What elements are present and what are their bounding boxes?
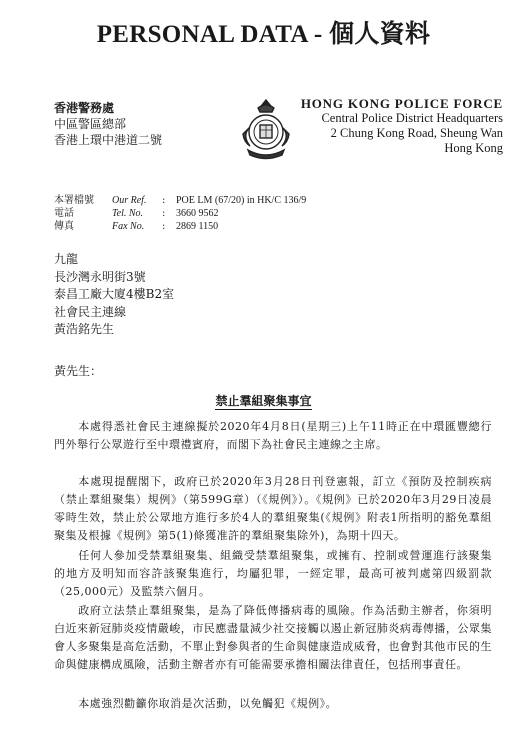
recipient-line: 長沙灣永明街3號 xyxy=(54,269,146,284)
sender-city-en: Hong Kong xyxy=(444,141,503,155)
our-ref-row xyxy=(54,194,306,207)
colon: : xyxy=(162,208,166,219)
recipient-line: 黃浩銘先生 xyxy=(54,322,115,336)
sender-name-en: HONG KONG POLICE FORCE xyxy=(300,96,503,111)
sender-division-en: Central Police District Headquarters xyxy=(321,111,503,125)
body-paragraph: 本處現提醒閣下，政府已於2020年3月28日刊登憲報，訂立《預防及控制疾病（禁止羣組聚集）規例》（第599G章）（《規例》）。《規例》已於2020年3月29日凌晨零時生效，禁止於公眾地方進行多於4人的羣組聚集(《規例》附表1所指明的豁免羣組聚集及根據《規例》第5(1)條獲准許的羣組聚集除外)，為期十四天。 xyxy=(54,475,492,542)
sender-english-block xyxy=(301,96,503,156)
colon: : xyxy=(162,195,166,206)
sender-address-zh: 香港上環中港道二號 xyxy=(54,133,163,147)
tel-row xyxy=(54,207,306,220)
sender-division-zh: 中區警區總部 xyxy=(54,117,127,131)
body-paragraph: 任何人參加受禁羣組聚集、組織受禁羣組聚集，或擁有、控制或營運進行該聚集的地方及明知而容許該聚集進行，均屬犯罪，一經定罪，最高可被判處第四級罰款（25,000元）及監禁六個月。 xyxy=(54,549,492,598)
reference-block xyxy=(54,194,306,233)
subject-heading xyxy=(0,392,527,409)
fax-label-en: Fax No. xyxy=(112,221,145,232)
our-ref-label-zh: 本署檔號 xyxy=(54,195,94,206)
fax-label-zh: 傳真 xyxy=(54,221,74,232)
tel-label-zh: 電話 xyxy=(54,208,74,219)
recipient-address xyxy=(54,251,174,339)
recipient-line: 九龍 xyxy=(54,252,79,266)
fax-row xyxy=(54,220,306,233)
body-paragraph: 本處強烈勸籲你取消是次活動，以免觸犯《規例》。 xyxy=(78,697,338,710)
recipient-line: 社會民主連線 xyxy=(54,304,127,319)
sender-name-zh: 香港警務處 xyxy=(54,101,115,115)
salutation: 黃先生： xyxy=(54,364,103,378)
body-paragraph: 本處得悉社會民主連線擬於2020年4月8日(星期三)上午11時正在中環匯豐總行門外舉行公眾遊行至中環禮賓府，而閣下為社會民主連線之主席。 xyxy=(54,420,492,451)
police-emblem-icon xyxy=(234,98,298,162)
our-ref-value: POE LM (67/20) in HK/C 136/9 xyxy=(176,195,307,206)
tel-value: 3660 9562 xyxy=(176,208,219,219)
fax-value: 2869 1150 xyxy=(176,221,219,232)
our-ref-label-en: Our Ref. xyxy=(112,195,147,206)
subject-text: 禁止羣組聚集事宜 xyxy=(215,394,312,408)
recipient-line: 泰昌工廠大廈4樓B2室 xyxy=(54,287,175,301)
colon: : xyxy=(162,221,166,232)
body-paragraph: 政府立法禁止羣組聚集，是為了降低傳播病毒的風險。作為活動主辦者，你須明白近來新冠肺炎疫情嚴峻，市民應盡量減少社交接觸以遏止新冠肺炎病毒傳播，公眾集會人多聚集是高危活動，不單止對參與者的生命與健康造成威脅，也會對其他市民的生命與健康構成風險，活動主辦者亦有可能需要承擔相關法律責任，包括刑事責任。 xyxy=(54,604,492,671)
personal-data-banner: PERSONAL DATA - 個人資料 xyxy=(96,21,431,48)
sender-street-en: 2 Chung Kong Road, Sheung Wan xyxy=(330,126,503,140)
tel-label-en: Tel. No. xyxy=(112,208,144,219)
sender-chinese-block xyxy=(54,100,162,148)
